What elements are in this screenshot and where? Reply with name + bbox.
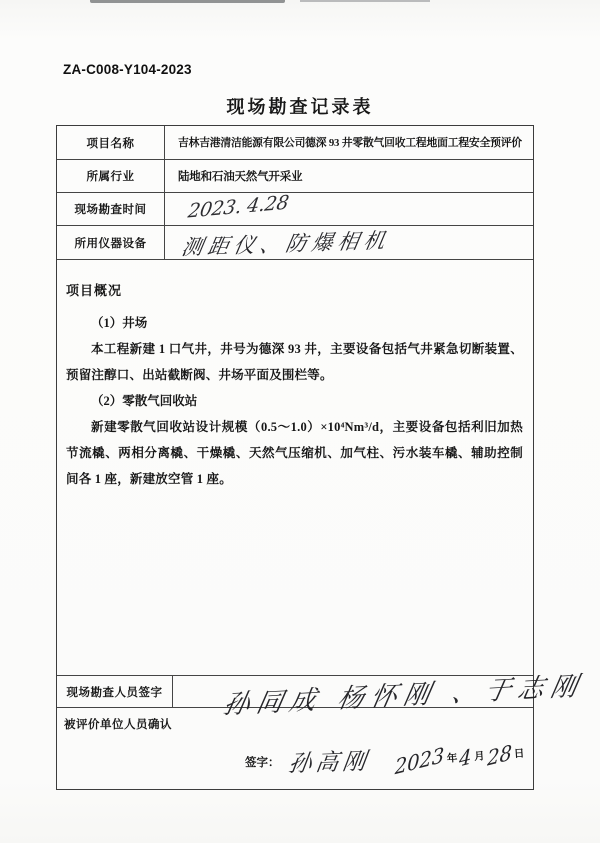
table-row-overview xyxy=(57,260,533,676)
industry-label: 所属行业 xyxy=(57,160,165,192)
survey-time-value xyxy=(165,193,533,225)
instruments-value xyxy=(165,226,533,259)
handwritten-survey-date: 2023. 4.28 xyxy=(186,191,291,223)
handwritten-year: 2023 xyxy=(394,742,446,780)
scan-edge-artifact xyxy=(90,0,285,3)
surveyor-signature-value xyxy=(173,671,587,721)
handwritten-month: 4 xyxy=(459,743,473,772)
document-number: ZA-C008-Y104-2023 xyxy=(63,62,192,77)
table-row-survey-time xyxy=(57,193,533,226)
handwritten-instruments: 测距仪、防爆相机 xyxy=(179,227,392,260)
table-row-surveyor-signatures xyxy=(57,671,587,721)
handwritten-confirm-signature: 孙高刚 xyxy=(286,748,372,778)
scan-edge-artifact xyxy=(300,0,430,2)
form-title: 现场勘查记录表 xyxy=(226,97,374,117)
handwritten-day: 28 xyxy=(486,739,513,771)
overview-item1-paragraph: 本工程新建 1 口气井，井号为德深 93 井，主要设备包括气井紧急切断装置、预留注醇口、出站截断阀、井场平面及围栏等。 xyxy=(66,342,523,382)
day-label: 日 xyxy=(514,748,526,761)
project-name-label: 项目名称 xyxy=(57,126,165,159)
handwritten-surveyor-signatures: 孙同成 杨怀刚 、于志刚 xyxy=(220,671,587,721)
instruments-label: 所用仪器设备 xyxy=(57,226,165,259)
month-label: 月 xyxy=(474,751,486,764)
confirmation-date xyxy=(394,739,528,780)
table-row-project-name xyxy=(57,126,533,160)
industry-value: 陆地和石油天然气开采业 xyxy=(178,171,303,183)
overview-item2-paragraph: 新建零散气回收站设计规模（0.5～1.0）×10⁴Nm³/d，主要设备包括利旧加热节流橇、两相分离橇、干燥橇、天然气压缩机、加气柱、污水装车橇、辅助控制间各 1 座，新建放空管 1 座。 xyxy=(66,420,523,486)
confirmation-label: 被评价单位人员确认 xyxy=(64,719,172,731)
sign-label: 签字： xyxy=(245,757,280,769)
year-label: 年 xyxy=(446,753,459,765)
project-name-value: 吉林吉港清洁能源有限公司德深 93 井零散气回收工程地面工程安全预评价 xyxy=(178,137,522,149)
surveyor-signature-label: 现场勘查人员签字 xyxy=(57,676,173,707)
table-row-instruments xyxy=(57,226,533,260)
overview-item1-heading: （1）井场 xyxy=(91,316,148,330)
confirmation-cell xyxy=(57,708,533,789)
survey-time-label: 现场勘查时间 xyxy=(57,193,165,225)
table-row-industry xyxy=(57,160,533,193)
table-row-confirmation xyxy=(57,708,533,789)
project-overview-cell xyxy=(57,260,533,675)
survey-record-table xyxy=(56,125,587,790)
overview-heading: 项目概况 xyxy=(66,283,123,298)
overview-item2-heading: （2）零散气回收站 xyxy=(91,394,198,408)
confirmation-sign-line xyxy=(57,739,533,782)
